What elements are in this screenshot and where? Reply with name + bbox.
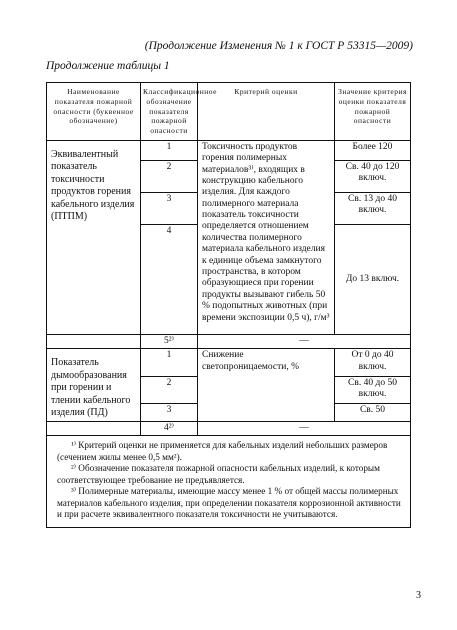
fire-hazard-table [46, 82, 411, 528]
footnote-1: ¹⁾ Критерий оценки не применяется для кабельных изделий небольших размеров (сечением жилы менее 0,5 мм²). [57, 440, 388, 462]
table-header-row [47, 83, 411, 141]
class-cell: 3 [141, 192, 198, 224]
class-cell: 2 [141, 160, 198, 192]
value-cell: Более 120 [335, 140, 411, 160]
value-cell: Св. 40 до 50 включ. [335, 376, 411, 404]
criterion-ptpm: Токсичность продуктов горения полимерных материалов³⁾, входящих в конструкцию кабельного изделия. Для каждого полимерного материала показатель токсичности определяется отношением количества полимерного материала кабельного изделия к единице объема замкнутого пространства, в котором образующиеся при горении продукты вызывают гибель 50 % подопытных животных (при времени экспозиции 0,5 ч), г/м³ [198, 140, 335, 334]
footnote-3: ³⁾ Полимерные материалы, имеющие массу менее 1 % от общей массы полимерных материалов кабельного изделия, при определении показателя коррозионной активности и при расчете эквивалентного показателя токсичности не учитываются. [57, 486, 401, 520]
value-cell: Св. 13 до 40 включ. [335, 192, 411, 224]
footnote-2: ²⁾ Обозначение показателя пожарной опасности кабельных изделий, к которым соответствующее требование не предъявляется. [57, 463, 380, 485]
table-row [47, 140, 411, 160]
col-header-value: Значение критерия оценки показателя пожарной опасности [335, 83, 411, 141]
value-cell: Св. 50 [335, 404, 411, 421]
value-cell: Св. 40 до 120 включ. [335, 160, 411, 192]
table-row [47, 421, 411, 435]
indicator-name-pd: Показатель дымообразования при горении и тлении кабельного изделия (ПД) [47, 349, 141, 422]
col-header-name: Наименование показателя пожарной опасности (буквенное обозначение) [47, 83, 141, 141]
col-header-class: Классификационное обозначение показателя пожарной опасности [141, 83, 198, 141]
class-cell: 1 [141, 140, 198, 160]
indicator-name-ptpm: Эквивалентный показатель токсичности продуктов горения кабельного изделия (ПТПМ) [47, 140, 141, 334]
class-cell: 4²⁾ [141, 421, 198, 435]
class-cell: 1 [141, 349, 198, 377]
class-cell: 2 [141, 376, 198, 404]
page-number: 3 [416, 590, 421, 601]
class-cell: 5²⁾ [141, 334, 198, 348]
table-row [47, 334, 411, 348]
amendment-header: (Продолжение Изменения № 1 к ГОСТ Р 53315—2009) [144, 40, 413, 52]
value-cell: — [198, 421, 411, 435]
criterion-pd: Снижение светопроницаемости, % [198, 349, 335, 422]
table-footnotes [47, 436, 411, 528]
footnotes-row [47, 436, 411, 528]
table-row [47, 349, 411, 377]
col-header-criterion: Критерий оценки [198, 83, 335, 141]
table-continuation-label: Продолжение таблицы 1 [46, 60, 170, 72]
class-cell: 4 [141, 224, 198, 334]
value-cell: До 13 включ. [335, 224, 411, 334]
class-cell: 3 [141, 404, 198, 421]
value-cell: От 0 до 40 включ. [335, 349, 411, 377]
value-cell: — [198, 334, 411, 348]
